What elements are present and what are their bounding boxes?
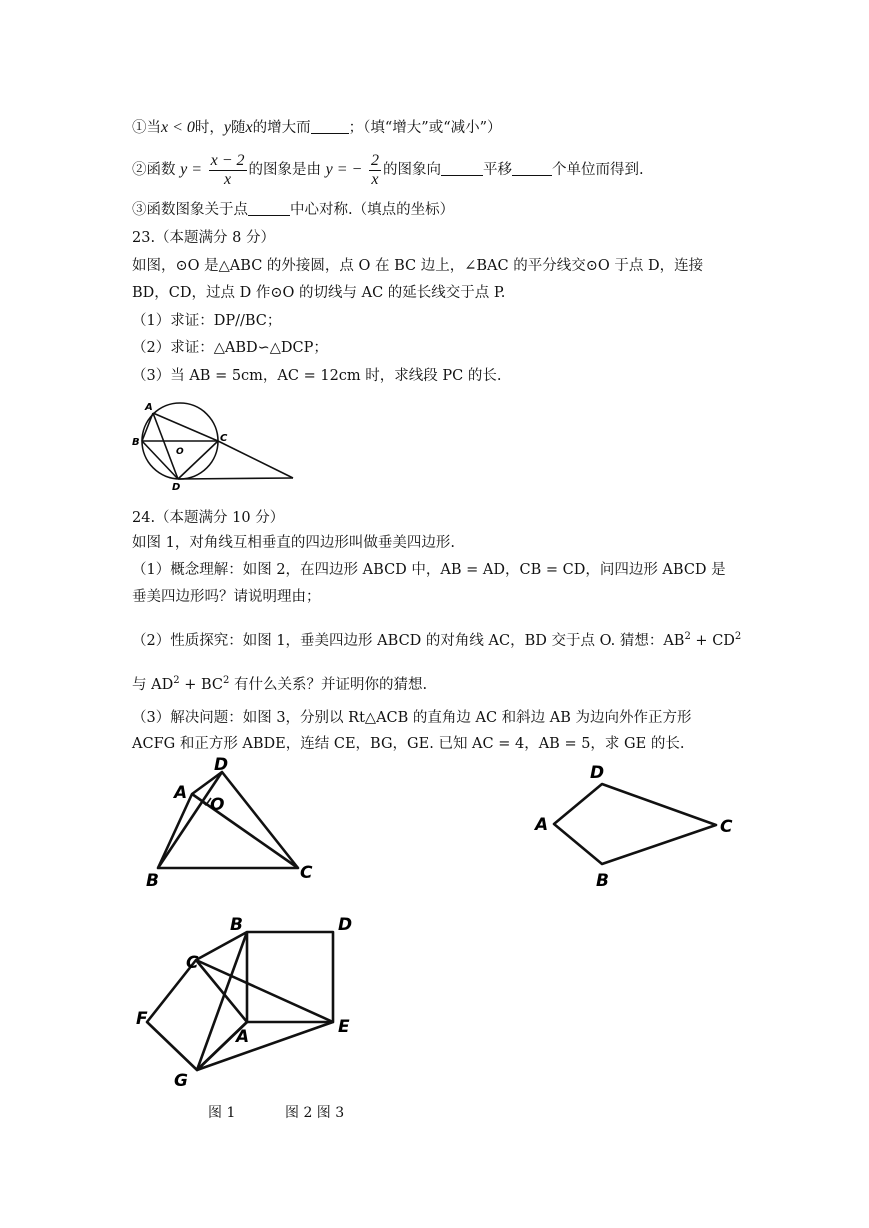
- caption-figure-1: 图 1: [208, 1105, 236, 1121]
- answer-blank: [248, 201, 290, 216]
- label-o: O: [176, 447, 184, 457]
- label-a: A: [236, 1027, 250, 1047]
- figure-3: [130, 910, 370, 1090]
- q24-header: 24.（本题满分 10 分）: [132, 510, 285, 526]
- q23-stem-1: 如图，⊙O 是△ABC 的外接圆，点 O 在 BC 边上，∠BAC 的平分线交⊙O 于点 D，连接: [132, 258, 704, 274]
- segment-bg: [197, 932, 250, 1070]
- label-a: A: [174, 783, 188, 803]
- q22-item-2: ②函数 y = $\frac{x - 2}{x}$ 的图象是由 y = − $\frac{2}{x}$ 的图象向 平移 个单位而得到.: [132, 151, 644, 188]
- label-d: D: [214, 755, 229, 775]
- label-e: E: [338, 1017, 350, 1037]
- label-o: O: [210, 795, 225, 815]
- segment-ge: [197, 1022, 333, 1070]
- segment-cp: [218, 441, 293, 478]
- label-b: B: [132, 437, 140, 448]
- figure-1: [140, 755, 340, 898]
- answer-blank: [512, 161, 552, 176]
- label-a: A: [145, 402, 153, 413]
- q22-item-3: ③函数图象关于点 中心对称.（填点的坐标）: [132, 202, 455, 218]
- caption-figure-2-3: 图 2 图 3: [285, 1105, 345, 1121]
- q24-part-1-line-1: （1）概念理解：如图 2，在四边形 ABCD 中，AB = AD，CB = CD，问四边形 ABCD 是: [132, 562, 726, 578]
- q23-header: 23.（本题满分 8 分）: [132, 230, 276, 246]
- fraction-2: $\frac{2}{x}$: [370, 151, 379, 188]
- q23-part-1: （1）求证：DP//BC；: [132, 313, 282, 329]
- q24-part-1-line-2: 垂美四边形吗？请说明理由；: [132, 589, 321, 605]
- q24-intro: 如图 1，对角线互相垂直的四边形叫做垂美四边形.: [132, 535, 455, 551]
- q23-part-2: （2）求证：△ABD∽△DCP；: [132, 340, 328, 356]
- q24-part-2-line-2: 与 $AD^2 + BC^2$ 有什么关系？并证明你的猜想.: [132, 675, 428, 693]
- label-c: C: [220, 433, 228, 444]
- diagonal-bd: [158, 772, 225, 868]
- label-b: B: [146, 871, 159, 891]
- answer-blank: [311, 119, 349, 134]
- label-a: A: [535, 815, 549, 835]
- label-g: G: [174, 1071, 188, 1091]
- label-c: C: [300, 863, 313, 883]
- label-b: B: [596, 871, 609, 891]
- tangent-dp: [178, 478, 293, 479]
- label-d: D: [172, 482, 181, 493]
- square-abde: [247, 932, 333, 1022]
- q23-stem-2: BD，CD，过点 D 作⊙O 的切线与 AC 的延长线交于点 P.: [132, 285, 506, 301]
- answer-blank: [441, 161, 483, 176]
- label-f: F: [136, 1009, 148, 1029]
- q23-part-3: （3）当 AB = 5cm，AC = 12cm 时，求线段 PC 的长.: [132, 368, 502, 384]
- segment-ab: [142, 413, 153, 441]
- label-c: C: [186, 953, 199, 973]
- label-b: B: [230, 915, 243, 935]
- fraction-1: $\frac{x - 2}{x}$: [210, 151, 245, 188]
- q24-part-2-line-1: （2）性质探究：如图 1，垂美四边形 ABCD 的对角线 AC，BD 交于点 O. 猜想：$AB^2 + CD^2$: [132, 631, 742, 649]
- figure-2: [530, 758, 740, 891]
- q22-item-1: ①当x < 0时，y随x的增大而 ；（填“增大”或“减小”）: [132, 119, 502, 136]
- kite-abcd: [554, 784, 716, 864]
- label-d: D: [590, 763, 605, 783]
- q24-part-3-line-2: ACFG 和正方形 ABDE，连结 CE，BG，GE. 已知 AC = 4，AB = 5，求 GE 的长.: [132, 736, 685, 752]
- cond-expr: x < 0: [161, 119, 195, 136]
- q24-part-3-line-1: （3）解决问题：如图 3，分别以 Rt△ACB 的直角边 AC 和斜边 AB 为边向外作正方形: [132, 710, 692, 726]
- q23-figure: [128, 398, 308, 498]
- label-d: D: [338, 915, 353, 935]
- label-c: C: [720, 817, 733, 837]
- diagonal-ac: [192, 794, 298, 868]
